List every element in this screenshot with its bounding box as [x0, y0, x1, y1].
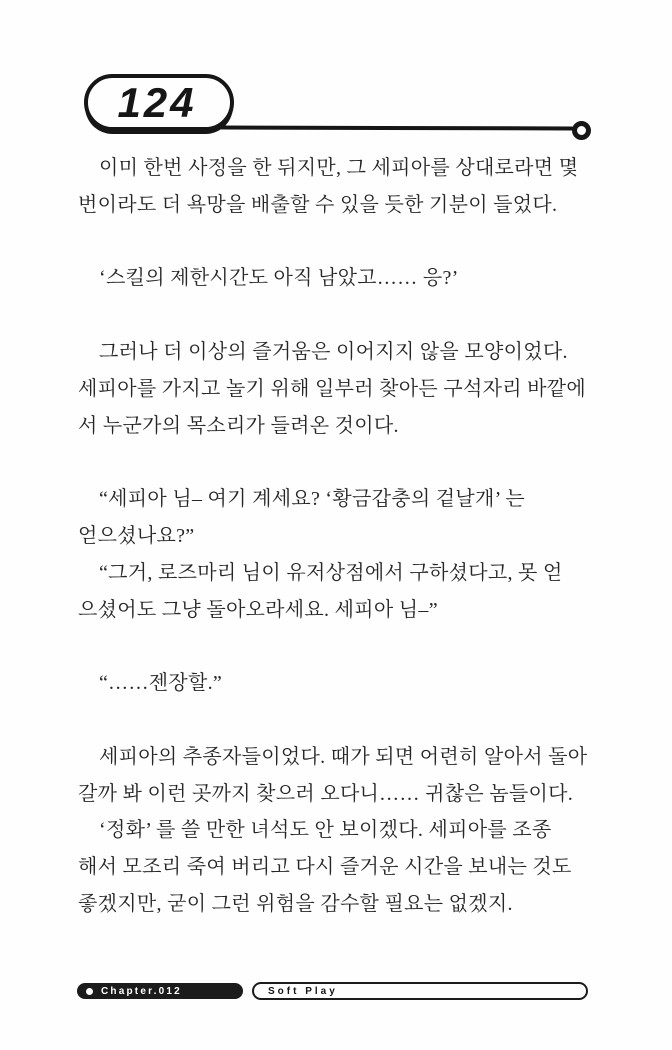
text-line: 서 누군가의 목소리가 들려온 것이다.	[78, 414, 399, 437]
paragraph	[78, 665, 596, 702]
text-line: 이미 한번 사정을 한 뒤지만, 그 세피아를 상대로라면 몇	[99, 157, 579, 179]
text-line: ‘정화’ 를 쓸 만한 녀석도 안 보이겠다. 세피아를 조종	[99, 819, 552, 842]
text-line: 해서 모조리 죽여 버리고 다시 즐거운 시간을 보내는 것도	[78, 856, 572, 879]
text-line: 좋겠지만, 굳이 그런 위험을 감수할 필요는 없겠지.	[78, 892, 513, 915]
page-number: 124	[117, 78, 197, 126]
text-line: 세피아의 추종자들이었다. 때가 되면 어련히 알아서 돌아	[99, 745, 588, 768]
text-line: “그거, 로즈마리 님이 유저상점에서 구하셨다고, 못 얻	[99, 561, 563, 584]
text-line: 으셨어도 그냥 돌아오라세요. 세피아 님–”	[78, 598, 438, 621]
text-line: “……젠장할.”	[99, 672, 223, 695]
text-line: 그러나 더 이상의 즐거움은 이어지지 않을 모양이었다.	[99, 340, 568, 363]
text-line: ‘스킬의 제한시간도 아직 남았고…… 응?’	[99, 267, 459, 290]
chapter-label: Chapter.012	[101, 986, 182, 997]
line-end-ring-icon	[572, 121, 591, 140]
page-body	[78, 150, 596, 923]
text-line: 번이라도 더 욕망을 배출할 수 있을 듯한 기분이 들었다.	[78, 193, 558, 216]
header-rule	[220, 126, 574, 131]
paragraph	[78, 481, 596, 555]
footer-chapter-badge	[77, 983, 243, 999]
paragraph	[78, 260, 596, 297]
footer-title-badge	[252, 982, 588, 1000]
book-title-label: Soft Play	[268, 986, 338, 997]
text-line: “세피아 님– 여기 계세요? ‘황금갑충의 겉날개’ 는	[99, 488, 526, 511]
paragraph	[78, 812, 596, 922]
paragraph	[78, 739, 596, 813]
page-number-pill	[84, 74, 234, 131]
paragraph	[78, 334, 596, 444]
paragraph	[78, 150, 596, 224]
text-line: 얻으셨나요?”	[78, 524, 195, 547]
text-line: 세피아를 가지고 놀기 위해 일부러 찾아든 구석자리 바깥에	[78, 377, 586, 400]
paragraph	[78, 555, 596, 629]
bullet-dot-icon	[86, 988, 93, 995]
text-line: 갈까 봐 이런 곳까지 찾으러 오다니…… 귀찮은 놈들이다.	[78, 782, 574, 805]
